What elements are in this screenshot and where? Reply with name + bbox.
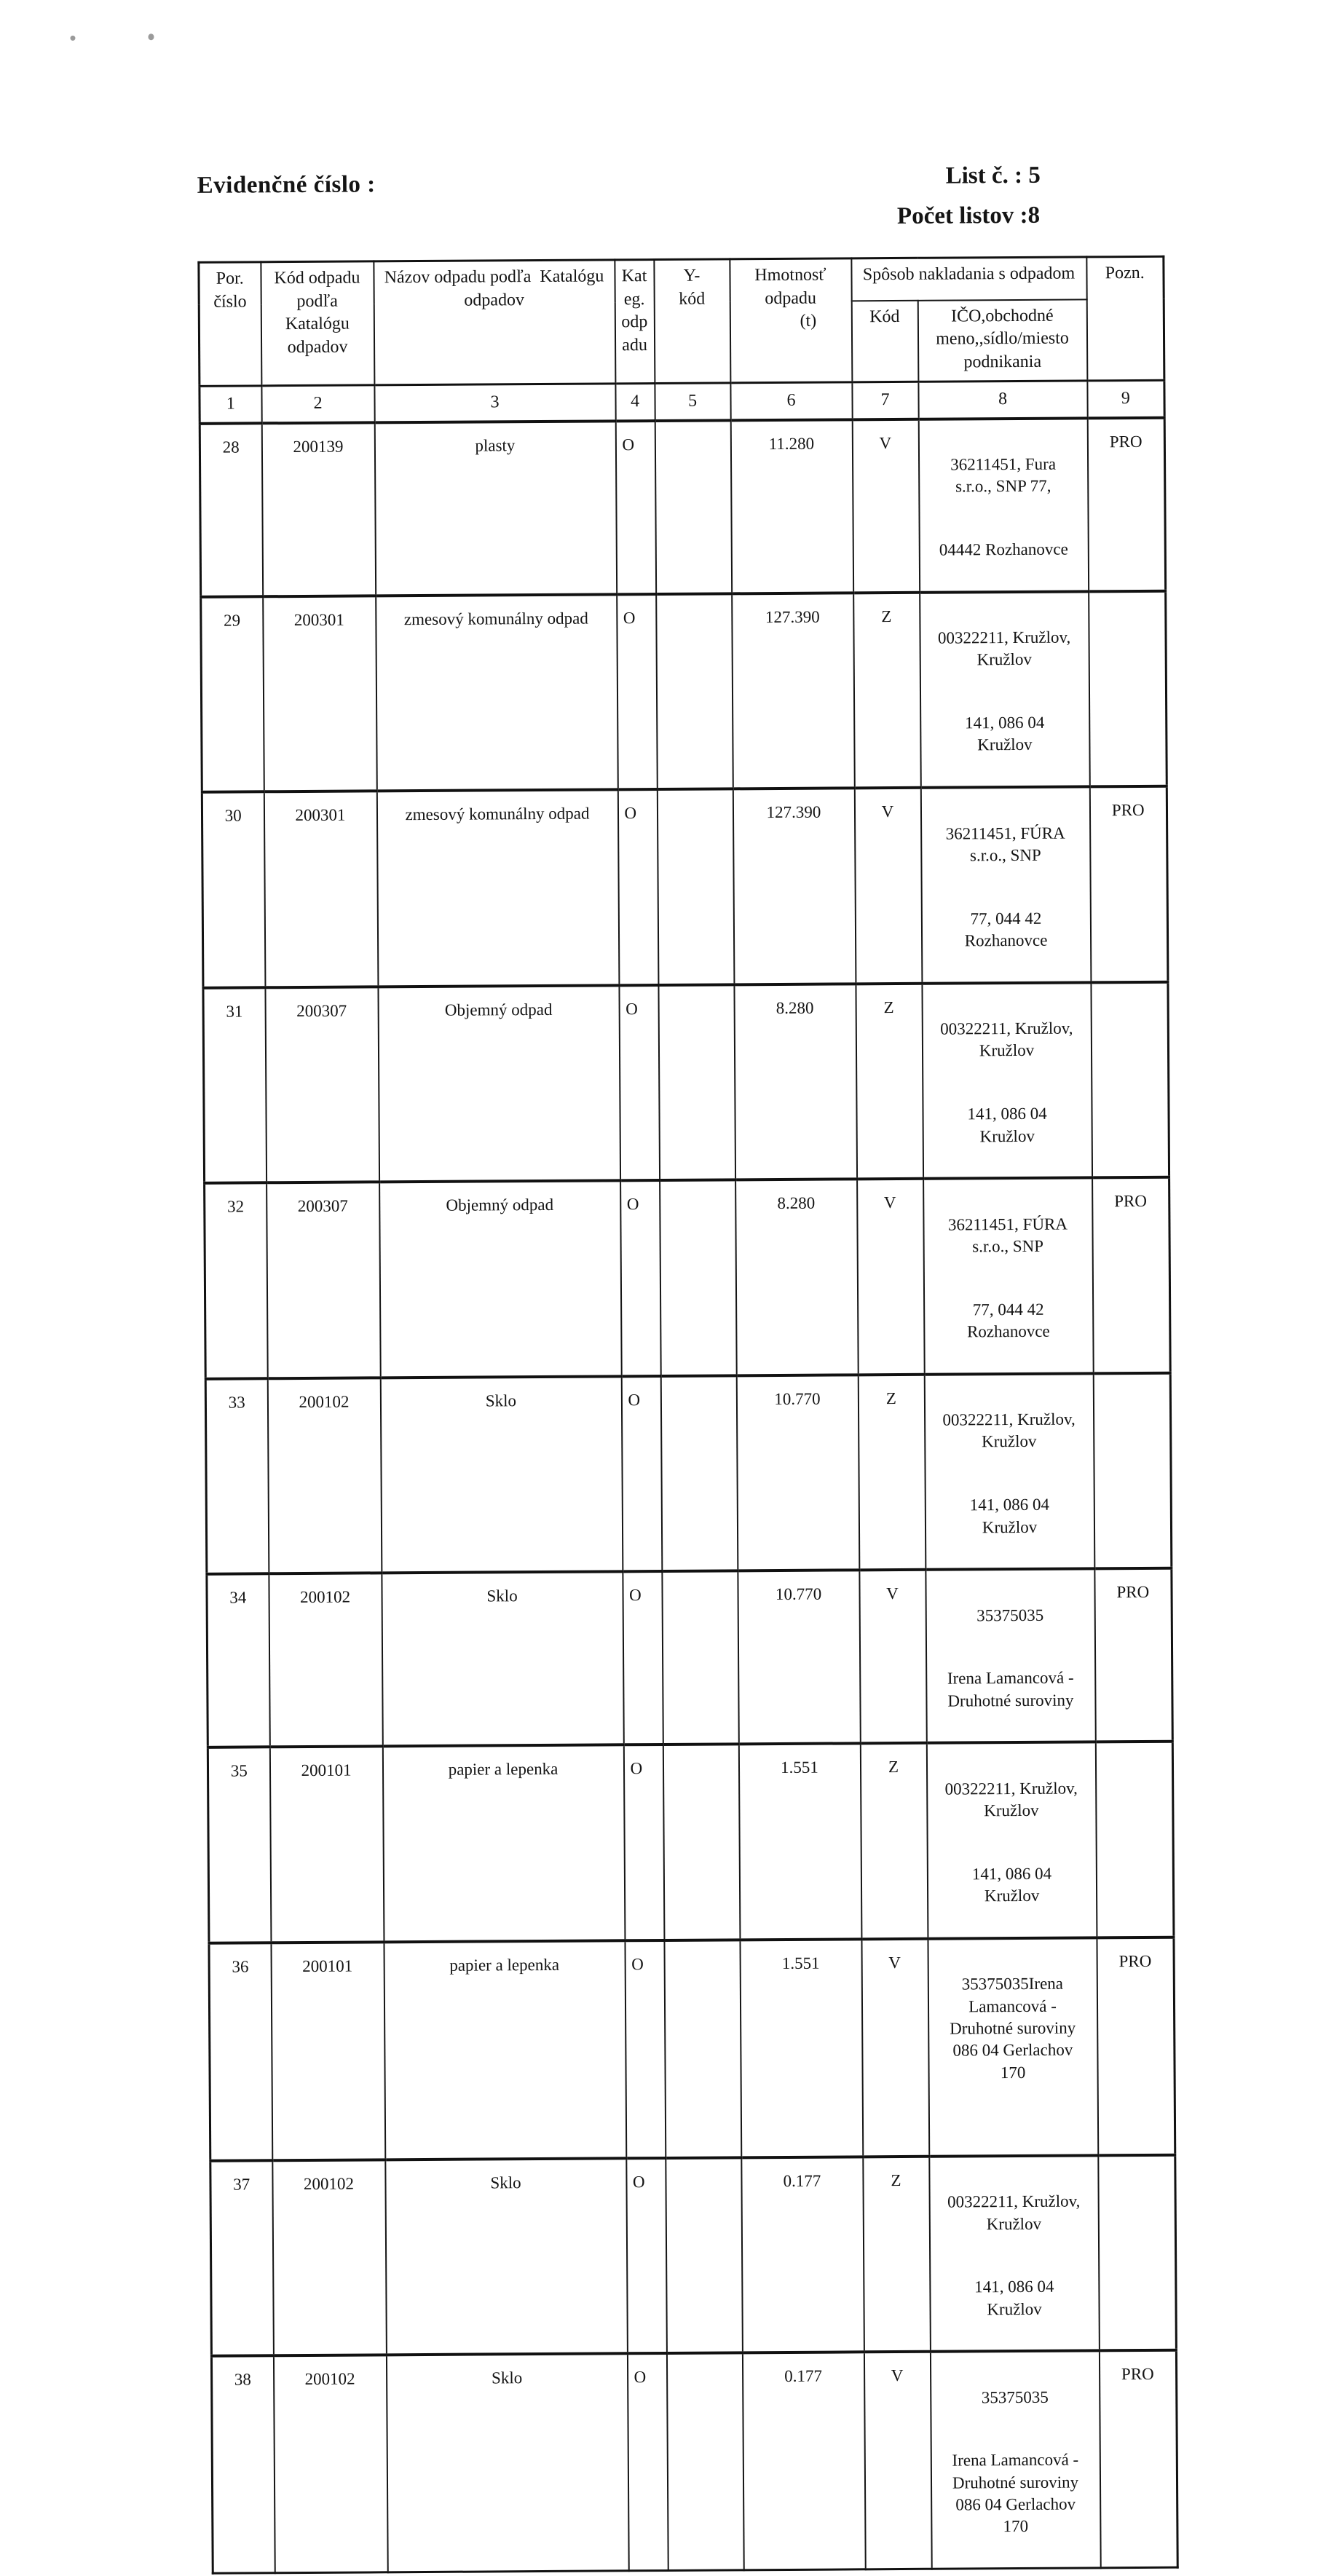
header-nazov-odpadu: Názov odpadu podľa Katalógu odpadov [374, 260, 615, 385]
cell-nazov-odpadu: papier a lepenka [382, 1745, 625, 1943]
table-row [209, 1937, 1175, 2161]
cell-ico-obchodne-meno [920, 591, 1090, 788]
cell-sposob-kod: Z [860, 1743, 928, 1939]
cell-sposob-kod: V [859, 1570, 926, 1744]
cell-sposob-kod: V [861, 1939, 929, 2157]
header-pozn: Pozn. [1086, 256, 1164, 380]
org-line-2: 141, 086 04 Kružlov [971, 1864, 1052, 1905]
cell-ico-obchodne-meno [930, 2351, 1100, 2569]
cell-por-cislo: 31 [203, 987, 267, 1183]
table-row [205, 1177, 1171, 1379]
table-row [201, 590, 1167, 792]
header-y-kod: Y- kód [654, 259, 730, 383]
cell-por-cislo: 32 [205, 1183, 268, 1379]
org-line-2: Irena Lamancová - Druhotné suroviny [947, 1668, 1074, 1710]
column-number: 3 [374, 383, 615, 422]
org-line-1: 35375035 [976, 1605, 1044, 1624]
cell-nazov-odpadu: Sklo [380, 1376, 623, 1573]
cell-hmotnost: 1.551 [738, 1744, 861, 1940]
cell-ico-obchodne-meno [922, 982, 1092, 1179]
org-line-2: 77, 044 42 Rozhanovce [966, 1300, 1050, 1341]
org-line-2: 04442 Rozhanovce [939, 540, 1068, 559]
org-line-1: 00322211, Kružlov, Kružlov [947, 2192, 1081, 2233]
cell-hmotnost: 8.280 [735, 1180, 859, 1376]
cell-kategoria: O [623, 1571, 663, 1745]
cell-ico-obchodne-meno [924, 1373, 1094, 1570]
org-line-1: 00322211, Kružlov, Kružlov [942, 1410, 1076, 1451]
cell-pozn: PRO [1089, 786, 1168, 982]
cell-hmotnost: 0.177 [741, 2157, 864, 2353]
org-line-1: 00322211, Kružlov, Kružlov [937, 628, 1071, 669]
org-line-1: 36211451, FÚRA s.r.o., SNP [945, 823, 1065, 865]
cell-y-kod [662, 1571, 738, 1745]
cell-nazov-odpadu: Sklo [386, 2354, 628, 2572]
cell-kategoria: O [617, 789, 658, 985]
cell-pozn: PRO [1092, 1177, 1171, 1373]
cell-hmotnost: 0.177 [742, 2352, 865, 2570]
column-number: 4 [615, 383, 655, 421]
cell-por-cislo: 37 [210, 2160, 274, 2356]
cell-pozn: PRO [1099, 2350, 1177, 2568]
table-row [208, 1742, 1174, 1943]
header-hmotnost: Hmotnosť odpadu (t) [730, 258, 852, 383]
cell-kod-odpadu: 200139 [261, 422, 375, 596]
cell-y-kod [664, 1940, 741, 2158]
org-line-2: 141, 086 04 Kružlov [974, 2277, 1054, 2318]
cell-pozn [1093, 1372, 1172, 1568]
cell-hmotnost: 10.770 [738, 1571, 860, 1745]
cell-nazov-odpadu: zmesový komunálny odpad [376, 790, 619, 987]
cell-nazov-odpadu: Sklo [382, 1572, 623, 1747]
evidence-number-label: Evidenčné číslo : [197, 171, 376, 199]
cell-hmotnost: 8.280 [734, 984, 857, 1180]
header-por-cislo: Por. číslo [199, 262, 261, 386]
sheet-count-label: Počet listov :8 [896, 202, 1041, 229]
cell-kod-odpadu: 200101 [271, 1942, 385, 2160]
cell-pozn [1095, 1742, 1174, 1937]
org-line-2: Irena Lamancová - Druhotné suroviny 086 04 Gerlachov 170 [952, 2450, 1079, 2536]
cell-sposob-kod: Z [863, 2157, 931, 2352]
column-number-row [200, 380, 1164, 424]
cell-por-cislo: 35 [208, 1747, 271, 1943]
cell-sposob-kod: V [854, 788, 922, 984]
table-row [202, 786, 1168, 988]
cell-kategoria: O [620, 1180, 661, 1376]
cell-kategoria: O [621, 1376, 662, 1572]
table-body [200, 417, 1177, 2573]
cell-kod-odpadu: 200102 [273, 2355, 387, 2573]
cell-ico-obchodne-meno [918, 418, 1088, 593]
cell-hmotnost: 11.280 [730, 419, 853, 593]
column-number: 8 [918, 380, 1087, 419]
cell-pozn [1089, 590, 1167, 786]
cell-por-cislo: 38 [211, 2356, 275, 2574]
cell-por-cislo: 29 [201, 596, 264, 792]
cell-nazov-odpadu: papier a lepenka [384, 1940, 626, 2160]
cell-y-kod [666, 2157, 743, 2353]
cell-kategoria: O [615, 421, 655, 594]
cell-y-kod [655, 420, 731, 594]
cell-hmotnost: 127.390 [732, 593, 855, 789]
org-line-1: 00322211, Kružlov, Kružlov [940, 1019, 1073, 1060]
column-number: 1 [200, 385, 261, 423]
org-line-2: 141, 086 04 Kružlov [969, 1495, 1050, 1536]
cell-pozn [1098, 2154, 1177, 2350]
org-line-1: 36211451, Fura s.r.o., SNP 77, [950, 454, 1057, 496]
cell-kod-odpadu: 200101 [269, 1747, 384, 1943]
cell-ico-obchodne-meno [926, 1569, 1095, 1744]
cell-sposob-kod: V [857, 1179, 925, 1375]
cell-hmotnost: 127.390 [733, 789, 856, 985]
table-row [200, 417, 1165, 596]
cell-y-kod [660, 1375, 738, 1571]
sheet-number-label: List č. : 5 [945, 162, 1041, 189]
table-row [205, 1372, 1172, 1574]
cell-kod-odpadu: 200102 [272, 2160, 387, 2355]
header-kod-odpadu: Kód odpadu podľa Katalógu odpadov [261, 261, 374, 385]
cell-ico-obchodne-meno [929, 2155, 1100, 2352]
cell-ico-obchodne-meno [923, 1178, 1094, 1375]
cell-kategoria: O [619, 985, 660, 1181]
cell-kod-odpadu: 200301 [263, 596, 377, 791]
cell-y-kod [660, 1180, 737, 1376]
cell-sposob-kod: Z [856, 983, 923, 1179]
cell-kod-odpadu: 200307 [267, 1182, 381, 1378]
table-row [203, 981, 1169, 1183]
cell-ico-obchodne-meno [928, 1937, 1098, 2156]
cell-sposob-kod: V [852, 419, 919, 593]
cell-ico-obchodne-meno [926, 1742, 1097, 1939]
cell-kod-odpadu: 200307 [265, 987, 379, 1182]
cell-sposob-kod: Z [858, 1375, 926, 1571]
cell-y-kod [663, 1745, 740, 1940]
scan-speck [70, 36, 75, 41]
cell-y-kod [657, 789, 734, 985]
column-number: 6 [730, 382, 852, 420]
cell-kod-odpadu: 200102 [267, 1378, 382, 1573]
cell-y-kod [666, 2353, 743, 2571]
header-ico: IČO,obchodné meno,,sídlo/miesto podnikania [918, 299, 1087, 382]
org-line-1: 35375035 [981, 2387, 1049, 2407]
cell-y-kod [658, 984, 735, 1180]
cell-pozn [1091, 981, 1169, 1177]
cell-hmotnost: 10.770 [736, 1375, 859, 1571]
org-line-1: 00322211, Kružlov, Kružlov [944, 1779, 1078, 1820]
header-sposob-nakladania: Spôsob nakladania s odpadom [851, 257, 1086, 301]
org-line-2: 77, 044 42 Rozhanovce [964, 909, 1048, 950]
cell-kategoria: O [617, 594, 658, 790]
cell-pozn: PRO [1094, 1568, 1172, 1742]
cell-kod-odpadu: 200301 [264, 791, 378, 987]
scan-speck [148, 33, 154, 40]
cell-por-cislo: 36 [209, 1943, 272, 2160]
cell-sposob-kod: Z [853, 592, 921, 788]
column-number: 5 [655, 382, 730, 420]
org-line-1: 35375035Irena Lamancová - Druhotné suroviny 086 04 Gerlachov 170 [950, 1974, 1076, 2082]
cell-y-kod [656, 593, 733, 789]
cell-kod-odpadu: 200102 [269, 1573, 382, 1747]
table-row [207, 1568, 1172, 1747]
org-line-2: 141, 086 04 Kružlov [965, 713, 1045, 754]
cell-ico-obchodne-meno [920, 787, 1091, 984]
cell-por-cislo: 30 [202, 791, 265, 987]
cell-por-cislo: 33 [205, 1378, 269, 1574]
table-row [211, 2350, 1177, 2573]
cell-por-cislo: 34 [207, 1574, 269, 1748]
header-kategoria-odpadu: Kat eg. odp adu [615, 260, 655, 384]
cell-nazov-odpadu: Objemný odpad [378, 985, 620, 1182]
cell-nazov-odpadu: plasty [374, 421, 616, 596]
org-line-1: 36211451, FÚRA s.r.o., SNP [947, 1214, 1068, 1256]
cell-sposob-kod: V [864, 2352, 931, 2569]
cell-kategoria: O [623, 1745, 664, 1940]
column-number: 2 [261, 384, 374, 422]
cell-nazov-odpadu: Objemný odpad [379, 1181, 622, 1378]
org-line-2: 141, 086 04 Kružlov [967, 1104, 1047, 1145]
cell-pozn: PRO [1087, 417, 1165, 591]
cell-nazov-odpadu: Sklo [385, 2158, 628, 2355]
table-header [199, 256, 1164, 423]
cell-kategoria: O [626, 2158, 667, 2354]
cell-hmotnost: 1.551 [740, 1939, 863, 2157]
header-sposob-kod: Kód [851, 300, 918, 382]
cell-pozn: PRO [1097, 1937, 1175, 2156]
cell-nazov-odpadu: zmesový komunálny odpad [376, 594, 618, 791]
column-number: 7 [852, 382, 918, 419]
cell-kategoria: O [625, 1940, 666, 2158]
column-number: 9 [1087, 380, 1164, 418]
waste-records-table [197, 256, 1178, 2575]
cell-por-cislo: 28 [200, 423, 262, 597]
cell-kategoria: O [627, 2353, 668, 2571]
table-row [210, 2154, 1177, 2356]
